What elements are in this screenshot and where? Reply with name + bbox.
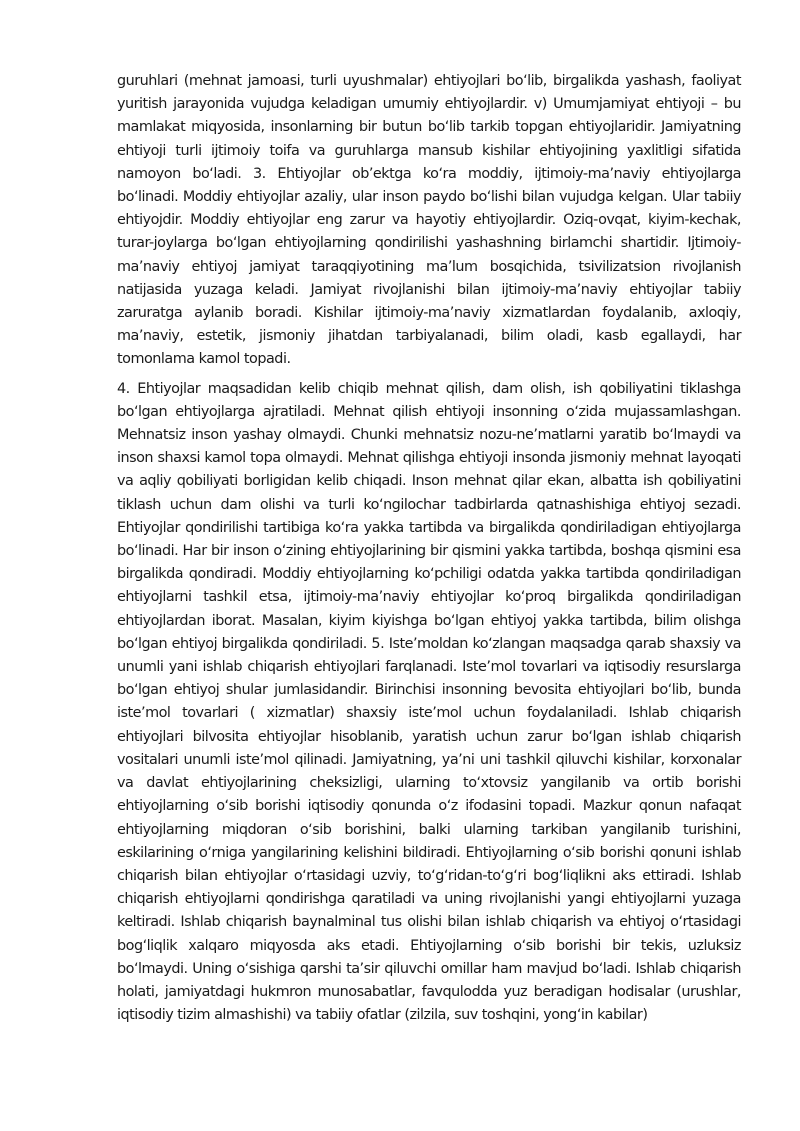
document-body	[117, 70, 741, 1027]
paragraph-1: guruhlari (mehnat jamoasi, turli uyushmalar) ehtiyojlari bo‘lib, birgalikda yashash, faoliyat yuritish jarayonida vujudga keladigan umumiy ehtiyojlardir. v) Umumjamiyat ehtiyoji – bu mamlakat miqyosida, insonlarning bir butun bo‘lib tarkib topgan ehtiyojlaridir. Jamiyatning ehtiyoji turli ijtimoiy toifa va guruhlarga mansub kishilar ehtiyojining yaxlitligi sifatida namoyon bo‘ladi. 3. Ehtiyojlar ob’ektga ko‘ra moddiy, ijtimoiy-ma’naviy ehtiyojlarga bo‘linadi. Moddiy ehtiyojlar azaliy, ular inson paydo bo‘lishi bilan vujudga kelgan. Ular tabiiy ehtiyojdir. Moddiy ehtiyojlar eng zarur va hayotiy ehtiyojlardir. Oziq-ovqat, kiyim-kechak, turar-joylarga bo‘lgan ehtiyojlarning qondirilishi yashashning birlamchi shartidir. Ijtimoiy-ma’naviy ehtiyoj jamiyat taraqqiyotining ma’lum bosqichida, tsivilizatsion rivojlanish natijasida yuzaga keladi. Jamiyat rivojlanishi bilan ijtimoiy-ma’naviy ehtiyojlar tabiiy zaruratga aylanib boradi. Kishilar ijtimoiy-ma’naviy xizmatlardan foydalanib, axloqiy, ma’naviy, estetik, jismoniy jihatdan tarbiyalanadi, bilim oladi, kasb egallaydi, har tomonlama kamol topadi.	[117, 73, 741, 368]
paragraph-2: 4. Ehtiyojlar maqsadidan kelib chiqib mehnat qilish, dam olish, ish qobiliyatini tiklashga bo‘lgan ehtiyojlarga ajratiladi. Mehnat qilish ehtiyoji insonning o‘zida mujassamlashgan. Mehnatsiz inson yashay olmaydi. Chunki mehnatsiz nozu-ne’matlarni yaratib bo‘lmaydi va inson shaxsi kamol topa olmaydi. Mehnat qilishga ehtiyoji insonda jismoniy mehnat layoqati va aqliy qobiliyati borligidan kelib chiqadi. Inson mehnat qilar ekan, albatta ish qobiliyatini tiklash uchun dam olishi va turli ko‘ngilochar tadbirlarda qatnashishiga ehtiyoj sezadi. Ehtiyojlar qondirilishi tartibiga ko‘ra yakka tartibda va birgalikda qondiriladigan ehtiyojlarga bo‘linadi. Har bir inson o‘zining ehtiyojlarining bir qismini yakka tartibda, boshqa qismini esa birgalikda qondiradi. Moddiy ehtiyojlarning ko‘pchiligi odatda yakka tartibda qondiriladigan ehtiyojlarni tashkil etsa, ijtimoiy-ma’naviy ehtiyojlar ko‘proq birgalikda qondiriladigan ehtiyojlardan iborat. Masalan, kiyim kiyishga bo‘lgan ehtiyoj yakka tartibda, bilim olishga bo‘lgan ehtiyoj birgalikda qondiriladi. 5. Iste’moldan ko‘zlangan maqsadga qarab shaxsiy va unumli yani ishlab chiqarish ehtiyojlari farqlanadi. Iste’mol tovarlari va iqtisodiy resurslarga bo‘lgan ehtiyoj shular jumlasidandir. Birinchisi insonning bevosita ehtiyojlari bo‘lib, bunda iste’mol tovarlari ( xizmatlar) shaxsiy iste’mol uchun foydalaniladi. Ishlab chiqarish ehtiyojlari bilvosita ehtiyojlar hisoblanib, yaratish uchun zarur bo‘lgan ishlab chiqarish vositalari unumli iste’mol qilinadi. Jamiyatning, ya’ni uni tashkil qiluvchi kishilar, korxonalar va davlat ehtiyojlarining cheksizligi, ularning to‘xtovsiz yangilanib va ortib borishi ehtiyojlarning o‘sib borishi iqtisodiy qonunda o‘z ifodasini topadi. Mazkur qonun nafaqat ehtiyojlarning miqdoran o‘sib borishini, balki ularning tarkiban yangilanib turishini, eskilarining o‘rniga yangilarining kelishini bildiradi. Ehtiyojlarning o‘sib borishi qonuni ishlab chiqarish bilan ehtiyojlar o‘rtasidagi uzviy, to‘g‘ridan-to‘g‘ri bog‘liqlikni aks ettiradi. Ishlab chiqarish ehtiyojlarni qondirishga qaratiladi va uning rivojlanishi yangi ehtiyojlarni yuzaga keltiradi. Ishlab chiqarish baynalminal tus olishi bilan ishlab chiqarish va ehtiyoj o‘rtasidagi bog‘liqlik xalqaro miqyosda aks etadi. Ehtiyojlarning o‘sib borishi bir tekis, uzluksiz bo‘lmaydi. Uning o‘sishiga qarshi ta’sir qiluvchi omillar ham mavjud bo‘ladi. Ishlab chiqarish holati, jamiyatdagi hukmron munosabatlar, favqulodda yuz beradigan hodisalar (urushlar, iqtisodiy tizim almashishi) va tabiiy ofatlar (zilzila, suv toshqini, yong‘in kabilar)	[117, 380, 741, 1024]
